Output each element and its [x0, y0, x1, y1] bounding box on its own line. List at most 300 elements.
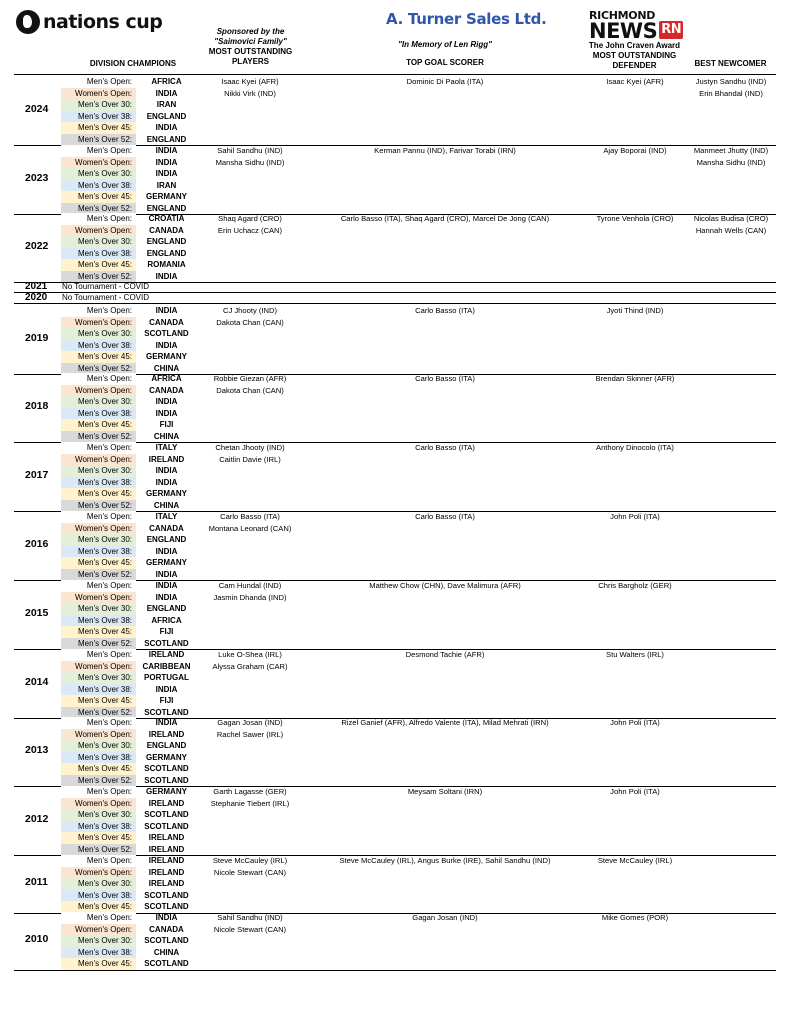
division-champion: AFRICA — [151, 374, 182, 383]
division-row — [61, 832, 191, 844]
top-goal-scorer: Carlo Basso (ITA) — [415, 443, 475, 452]
division-row — [61, 649, 191, 661]
outstanding-player-women: Mansha Sidhu (IND) — [215, 157, 285, 167]
outstanding-player-men: Isaac Kyei (AFR) — [221, 77, 279, 86]
top-goal-scorer: Dominic Di Paola (ITA) — [406, 77, 484, 86]
division-champion: ENGLAND — [146, 203, 187, 213]
division-label: Men's Open: — [61, 649, 136, 661]
top-goal-scorer: Gagan Josan (IND) — [412, 913, 478, 922]
col-header-newcomer: BEST NEWCOMER — [694, 59, 767, 68]
players-title-line1: MOST OUTSTANDING — [208, 47, 293, 56]
outstanding-player-men: CJ Jhooty (IND) — [222, 306, 277, 315]
division-label: Men's Open: — [61, 373, 136, 385]
col-header-scorer — [370, 40, 520, 68]
scorer-title-line: TOP GOAL SCORER — [406, 58, 484, 67]
col-header-division: DIVISION CHAMPIONS — [89, 59, 177, 68]
division-label: Men's Over 38: — [61, 340, 136, 352]
division-row — [61, 821, 191, 833]
defender-title-line2: DEFENDER — [612, 61, 657, 70]
division-champion: ENGLAND — [146, 237, 187, 246]
division-row — [61, 511, 191, 523]
col-header-defender — [577, 41, 692, 71]
division-label: Men's Over 30: — [61, 740, 136, 752]
top-goal-scorer: Carlo Basso (ITA) — [415, 306, 475, 315]
no-tournament-note: No Tournament - COVID — [62, 293, 149, 302]
outstanding-player-men: Luke O-Shea (IRL) — [218, 650, 282, 659]
division-row — [61, 752, 191, 764]
division-row — [61, 546, 191, 558]
division-champion: INDIA — [155, 146, 178, 155]
year-label: 2011 — [25, 875, 48, 888]
division-row — [61, 672, 191, 684]
division-label: Men's Over 45: — [61, 557, 136, 569]
division-label: Women's Open: — [61, 729, 136, 741]
division-label: Women's Open: — [61, 592, 136, 604]
col-header-players — [198, 27, 303, 67]
scorer-memory-line: "In Memory of Len Rigg" — [398, 40, 492, 49]
division-row — [61, 442, 191, 454]
division-label: Men's Over 30: — [61, 328, 136, 340]
division-champion: GERMANY — [146, 352, 187, 361]
division-label: Men's Over 38: — [61, 477, 136, 489]
division-champion: INDIA — [155, 466, 178, 475]
division-label: Men's Open: — [61, 213, 136, 225]
division-row — [61, 695, 191, 707]
division-champion: CROATIA — [148, 214, 185, 223]
division-champion: CHINA — [153, 947, 180, 957]
outstanding-defender: Chris Bargholz (GER) — [598, 581, 672, 590]
division-champion: INDIA — [155, 718, 178, 727]
best-newcomer-men: Manmeet Jhutty (IND) — [693, 146, 769, 155]
division-row — [61, 328, 191, 340]
division-label: Men's Over 45: — [61, 259, 136, 271]
outstanding-player-women: Alyssa Graham (CAR) — [212, 661, 288, 671]
division-champion: INDIA — [155, 169, 178, 178]
division-label: Men's Over 38: — [61, 180, 136, 192]
division-champion: CARIBBEAN — [142, 661, 191, 671]
outstanding-player-women: Caitlin Davie (IRL) — [219, 454, 281, 464]
year-label: 2021 — [25, 281, 48, 292]
division-champion: FIJI — [159, 696, 174, 705]
division-row — [61, 168, 191, 180]
division-champion: IRELAND — [148, 729, 185, 739]
division-row — [61, 890, 191, 902]
division-champion: SCOTLAND — [144, 936, 189, 945]
division-label: Men's Open: — [61, 912, 136, 924]
division-row — [61, 763, 191, 775]
year-label: 2022 — [25, 239, 49, 252]
division-champion: GERMANY — [146, 558, 187, 567]
division-champion: AFRICA — [151, 77, 182, 86]
division-label: Men's Over 52: — [61, 707, 136, 719]
division-label: Men's Over 52: — [61, 431, 136, 443]
outstanding-defender: John Poli (ITA) — [610, 512, 660, 521]
division-label: Men's Open: — [61, 305, 136, 317]
division-row — [61, 396, 191, 408]
division-champion: INDIA — [155, 477, 178, 487]
division-champion: ENGLAND — [146, 535, 187, 544]
year-label: 2023 — [25, 171, 49, 184]
division-row — [61, 213, 191, 225]
division-label: Men's Open: — [61, 855, 136, 867]
division-champion: FIJI — [159, 627, 174, 636]
division-label: Men's Over 30: — [61, 168, 136, 180]
division-champion: CHINA — [153, 500, 180, 510]
division-label: Men's Open: — [61, 145, 136, 157]
division-row — [61, 855, 191, 867]
division-label: Men's Over 30: — [61, 935, 136, 947]
outstanding-player-women: Montana Leonard (CAN) — [208, 523, 292, 533]
richmond-news-logo-bottom: NEWS — [589, 19, 658, 43]
division-label: Men's Over 52: — [61, 134, 136, 146]
division-champion: SCOTLAND — [144, 902, 189, 911]
best-newcomer-men: Justyn Sandhu (IND) — [695, 77, 767, 86]
division-label: Men's Over 45: — [61, 695, 136, 707]
division-row — [61, 912, 191, 924]
division-row — [61, 878, 191, 890]
division-champion: ROMANIA — [147, 260, 186, 269]
richmond-news-logo — [589, 10, 683, 41]
header — [0, 0, 791, 76]
division-row — [61, 729, 191, 741]
division-champion: IRAN — [156, 180, 177, 190]
division-label: Men's Open: — [61, 76, 136, 88]
division-champion: IRELAND — [148, 879, 185, 888]
division-champion: SCOTLAND — [144, 959, 189, 968]
turner-sales-logo: A. Turner Sales Ltd. — [386, 10, 547, 28]
division-row — [61, 592, 191, 604]
year-label: 2019 — [25, 331, 49, 344]
division-champion: INDIA — [155, 306, 178, 315]
outstanding-player-men: Steve McCauley (IRL) — [212, 856, 288, 865]
division-label: Men's Over 45: — [61, 958, 136, 970]
division-label: Men's Open: — [61, 717, 136, 729]
division-champion: SCOTLAND — [144, 638, 189, 648]
division-label: Men's Over 30: — [61, 99, 136, 111]
division-row — [61, 99, 191, 111]
division-label: Men's Over 52: — [61, 363, 136, 375]
division-row — [61, 523, 191, 535]
division-row — [61, 798, 191, 810]
year-label: 2020 — [25, 292, 48, 303]
year-label: 2012 — [25, 812, 49, 825]
division-champion: FIJI — [159, 420, 174, 429]
division-label: Men's Over 52: — [61, 569, 136, 581]
division-label: Men's Over 45: — [61, 901, 136, 913]
division-label: Women's Open: — [61, 454, 136, 466]
division-label: Women's Open: — [61, 317, 136, 329]
division-label: Women's Open: — [61, 867, 136, 879]
division-label: Men's Over 52: — [61, 203, 136, 215]
rn-badge: RN — [661, 22, 682, 37]
division-label: Women's Open: — [61, 157, 136, 169]
division-row — [61, 340, 191, 352]
division-row — [61, 684, 191, 696]
players-title-line2: PLAYERS — [231, 57, 270, 66]
division-row — [61, 419, 191, 431]
division-label: Men's Over 52: — [61, 775, 136, 787]
defender-award-line: The John Craven Award — [588, 41, 681, 50]
division-champion: SCOTLAND — [144, 810, 189, 819]
division-champion: PORTUGAL — [144, 673, 189, 682]
division-champion: CANADA — [149, 385, 184, 395]
division-champion: SCOTLAND — [144, 764, 189, 773]
richmond-news-logo-top: RICHMOND — [589, 9, 656, 22]
division-champion: IRELAND — [148, 798, 185, 808]
division-label: Men's Open: — [61, 786, 136, 798]
year-label: 2014 — [25, 675, 49, 688]
division-row — [61, 191, 191, 203]
division-label: Men's Over 52: — [61, 500, 136, 512]
division-label: Men's Open: — [61, 442, 136, 454]
division-row — [61, 477, 191, 489]
outstanding-defender: Ajay Boporai (IND) — [603, 146, 667, 155]
division-champion: CANADA — [149, 317, 184, 327]
outstanding-player-women: Dakota Chan (CAN) — [216, 385, 284, 395]
division-champion: SCOTLAND — [144, 707, 189, 717]
division-champion: INDIA — [155, 546, 178, 556]
division-champion: GERMANY — [146, 192, 187, 201]
outstanding-player-women: Nicole Stewart (CAN) — [213, 924, 287, 934]
division-champion: CANADA — [149, 924, 184, 934]
outstanding-player-women: Rachel Sawer (IRL) — [216, 729, 284, 739]
outstanding-defender: Mike Gomes (POR) — [601, 913, 669, 922]
division-label: Men's Over 30: — [61, 672, 136, 684]
division-champion: INDIA — [155, 592, 178, 602]
division-row — [61, 385, 191, 397]
division-champion: INDIA — [155, 581, 178, 590]
division-label: Men's Over 38: — [61, 752, 136, 764]
players-sponsor-line: Sponsored by the — [216, 27, 285, 36]
division-row — [61, 935, 191, 947]
division-row — [61, 317, 191, 329]
division-row — [61, 88, 191, 100]
division-champion: IRELAND — [148, 833, 185, 842]
outstanding-defender: Brendan Skinner (AFR) — [595, 374, 675, 383]
division-champion: IRAN — [156, 100, 177, 109]
division-label: Men's Over 52: — [61, 844, 136, 856]
division-row — [61, 122, 191, 134]
no-tournament-note: No Tournament - COVID — [62, 282, 149, 291]
division-champion: INDIA — [155, 157, 178, 167]
division-label: Men's Over 30: — [61, 809, 136, 821]
division-label: Men's Over 38: — [61, 684, 136, 696]
top-goal-scorer: Carlo Basso (ITA) — [415, 512, 475, 521]
division-label: Men's Over 45: — [61, 351, 136, 363]
division-champion: ENGLAND — [146, 741, 187, 750]
division-label: Men's Over 45: — [61, 763, 136, 775]
division-row — [61, 454, 191, 466]
division-label: Men's Over 38: — [61, 821, 136, 833]
best-newcomer-women: Mansha Sidhu (IND) — [696, 157, 766, 167]
defender-title-line1: MOST OUTSTANDING — [592, 51, 677, 60]
division-champion: INDIA — [155, 123, 178, 132]
division-row — [61, 626, 191, 638]
division-label: Men's Over 38: — [61, 890, 136, 902]
outstanding-player-women: Stephanie Tiebert (IRL) — [210, 798, 290, 808]
division-label: Men's Over 45: — [61, 488, 136, 500]
players-family-line: "Saimovici Family" — [214, 37, 287, 46]
division-champion: AFRICA — [151, 615, 182, 625]
division-champion: IRELAND — [148, 856, 185, 865]
division-row — [61, 740, 191, 752]
top-goal-scorer: Rizel Ganief (AFR), Alfredo Valente (ITA), Milad Mehrati (IRN) — [341, 718, 549, 727]
division-label: Men's Over 38: — [61, 546, 136, 558]
year-label: 2010 — [25, 932, 49, 945]
outstanding-defender: Stu Walters (IRL) — [606, 650, 664, 659]
division-label: Men's Over 38: — [61, 615, 136, 627]
division-champion: SCOTLAND — [144, 890, 189, 900]
outstanding-defender: Jyoti Thind (IND) — [606, 306, 664, 315]
outstanding-player-men: Chetan Jhooty (IND) — [215, 443, 285, 452]
division-row — [61, 786, 191, 798]
year-label: 2013 — [25, 743, 49, 756]
best-newcomer-women: Hannah Wells (CAN) — [695, 225, 767, 235]
division-label: Men's Over 52: — [61, 638, 136, 650]
division-row — [61, 225, 191, 237]
division-row — [61, 408, 191, 420]
globe-icon — [16, 10, 40, 34]
division-champion: IRELAND — [148, 454, 185, 464]
division-champion: SCOTLAND — [144, 329, 189, 338]
division-row — [61, 305, 191, 317]
outstanding-player-women: Nicole Stewart (CAN) — [213, 867, 287, 877]
division-champion: IRELAND — [148, 844, 185, 854]
division-row — [61, 76, 191, 88]
outstanding-defender: John Poli (ITA) — [610, 718, 660, 727]
best-newcomer-women: Erin Bhandal (IND) — [699, 88, 763, 98]
outstanding-defender: Tyrone Venhola (CRO) — [596, 214, 674, 223]
division-champion: CANADA — [149, 225, 184, 235]
division-champion: IRELAND — [148, 867, 185, 877]
division-row — [61, 465, 191, 477]
division-champion: GERMANY — [146, 752, 187, 762]
division-row — [61, 534, 191, 546]
division-label: Men's Over 45: — [61, 191, 136, 203]
nations-cup-logo — [16, 9, 162, 35]
top-goal-scorer: Carlo Basso (ITA), Shaq Agard (CRO), Marcel De Jong (CAN) — [340, 214, 550, 223]
division-row — [61, 111, 191, 123]
division-row — [61, 145, 191, 157]
outstanding-player-women: Erin Uchacz (CAN) — [217, 225, 283, 235]
division-champion: ENGLAND — [146, 134, 187, 144]
outstanding-player-men: Robbie Giezan (AFR) — [213, 374, 287, 383]
division-row — [61, 615, 191, 627]
outstanding-defender: Isaac Kyei (AFR) — [606, 77, 664, 86]
division-label: Men's Over 30: — [61, 396, 136, 408]
division-row — [61, 947, 191, 959]
division-champion: ITALY — [155, 512, 178, 521]
division-label: Men's Over 30: — [61, 465, 136, 477]
top-goal-scorer: Kerman Pannu (IND), Farivar Torabi (IRN) — [374, 146, 516, 155]
outstanding-player-men: Sahil Sandhu (IND) — [217, 146, 283, 155]
division-champion: INDIA — [155, 408, 178, 418]
division-row — [61, 248, 191, 260]
division-champion: SCOTLAND — [144, 775, 189, 785]
best-newcomer-men: Nicolas Budisa (CRO) — [693, 214, 769, 223]
division-label: Women's Open: — [61, 523, 136, 535]
top-goal-scorer: Desmond Tachie (AFR) — [405, 650, 485, 659]
division-row — [61, 351, 191, 363]
division-champion: CHINA — [153, 431, 180, 441]
division-label: Women's Open: — [61, 225, 136, 237]
division-row — [61, 557, 191, 569]
outstanding-player-men: Garth Lagasse (GER) — [213, 787, 287, 796]
division-champion: INDIA — [155, 88, 178, 98]
division-row — [61, 180, 191, 192]
year-label: 2016 — [25, 537, 49, 550]
division-champion: INDIA — [155, 271, 178, 281]
division-label: Women's Open: — [61, 924, 136, 936]
year-label: 2017 — [25, 468, 49, 481]
division-label: Men's Over 38: — [61, 111, 136, 123]
division-champion: GERMANY — [146, 787, 187, 796]
outstanding-player-men: Carlo Basso (ITA) — [220, 512, 280, 521]
division-label: Women's Open: — [61, 88, 136, 100]
division-label: Men's Over 30: — [61, 603, 136, 615]
division-row — [61, 924, 191, 936]
outstanding-player-men: Cam Hundal (IND) — [218, 581, 282, 590]
outstanding-player-men: Gagan Josan (IND) — [217, 718, 283, 727]
top-goal-scorer: Carlo Basso (ITA) — [415, 374, 475, 383]
year-label: 2015 — [25, 606, 49, 619]
division-row — [61, 157, 191, 169]
outstanding-player-men: Shaq Agard (CRO) — [218, 214, 282, 223]
division-row — [61, 809, 191, 821]
division-champion: INDIA — [155, 397, 178, 406]
division-champion: CANADA — [149, 523, 184, 533]
division-label: Men's Over 38: — [61, 408, 136, 420]
division-label: Men's Open: — [61, 580, 136, 592]
division-champion: INDIA — [155, 913, 178, 922]
division-row — [61, 259, 191, 271]
outstanding-player-women: Dakota Chan (CAN) — [216, 317, 284, 327]
division-champion: ENGLAND — [146, 111, 187, 121]
top-goal-scorer: Steve McCauley (IRL), Angus Burke (IRE), Sahil Sandhu (IND) — [339, 856, 551, 865]
division-row — [61, 580, 191, 592]
division-label: Women's Open: — [61, 385, 136, 397]
outstanding-defender: Anthony Dinocolo (ITA) — [596, 443, 674, 452]
division-label: Men's Over 45: — [61, 832, 136, 844]
division-champion: INDIA — [155, 569, 178, 579]
division-row — [61, 661, 191, 673]
division-champion: CHINA — [153, 363, 180, 373]
outstanding-player-women: Nikki Virk (IND) — [224, 88, 276, 98]
division-label: Men's Over 38: — [61, 947, 136, 959]
year-label: 2024 — [25, 102, 49, 115]
division-row — [61, 867, 191, 879]
division-label: Men's Over 38: — [61, 248, 136, 260]
division-champion: GERMANY — [146, 489, 187, 498]
nations-cup-logo-text: nations cup — [43, 11, 163, 33]
top-goal-scorer: Meysam Soltani (IRN) — [407, 787, 483, 796]
division-label: Men's Over 45: — [61, 419, 136, 431]
outstanding-player-men: Sahil Sandhu (IND) — [217, 913, 283, 922]
division-champion: ITALY — [155, 443, 178, 452]
division-label: Men's Over 30: — [61, 236, 136, 248]
division-row — [61, 236, 191, 248]
division-champion: ENGLAND — [146, 248, 187, 258]
division-label: Women's Open: — [61, 661, 136, 673]
division-champion: IRELAND — [148, 650, 185, 659]
division-champion: ENGLAND — [146, 604, 187, 613]
division-row — [61, 958, 191, 970]
division-label: Men's Over 52: — [61, 271, 136, 283]
division-champion: SCOTLAND — [144, 821, 189, 831]
division-row — [61, 603, 191, 615]
division-row — [61, 373, 191, 385]
top-goal-scorer: Matthew Chow (CHN), Dave Malimura (AFR) — [369, 581, 521, 590]
